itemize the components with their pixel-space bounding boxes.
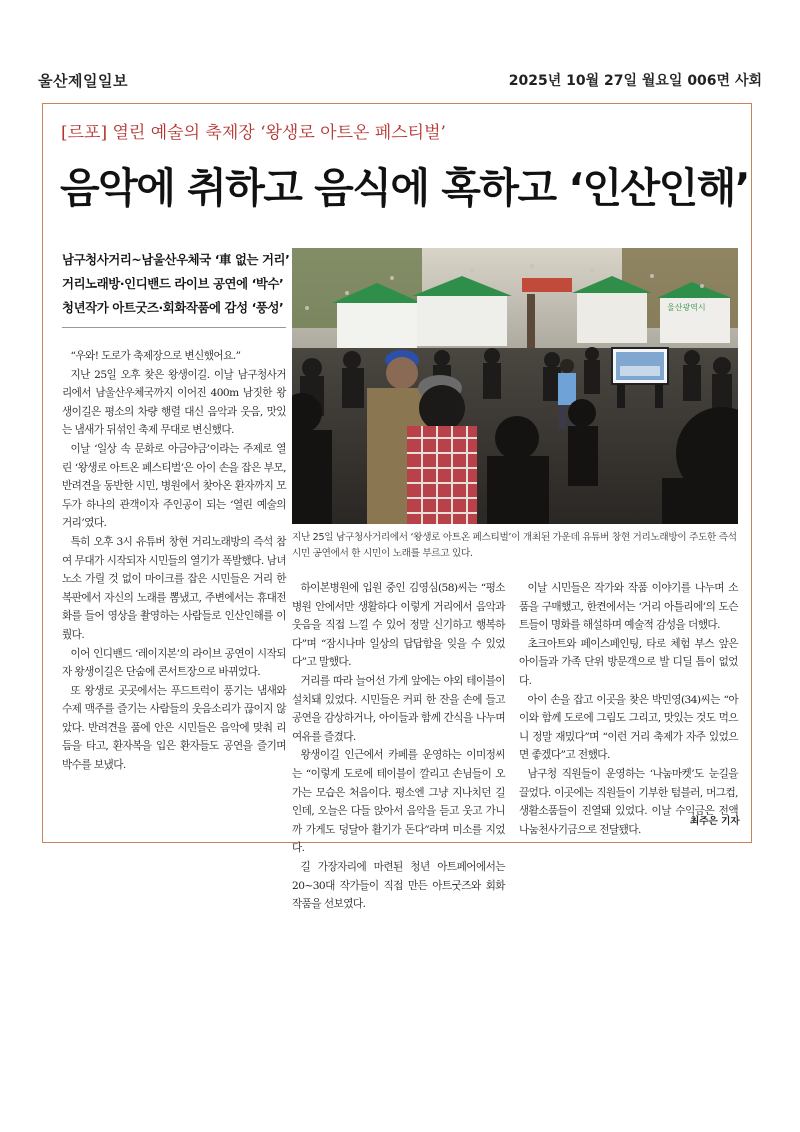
photo-illustration xyxy=(292,248,738,524)
article-column-1 xyxy=(62,347,286,775)
body-paragraph: 하이본병원에 입원 중인 김영심(58)씨는 “평소 병원 안에서만 생활하다 이렇게 거리에서 음악과 웃음을 직접 느낄 수 있어 정말 신기하고 행복하다”며 “잠시나마 일상의 답답함을 잊을 수 있었다”고 말했다. xyxy=(292,582,505,669)
reporter-byline: 최주은 기자 xyxy=(690,816,740,827)
article-headline: 음악에 취하고 음식에 혹하고 ‘인산인해’ xyxy=(60,164,749,212)
photo-caption: 지난 25일 남구청사거리에서 ‘왕생로 아트온 페스티벌’이 개최된 가운데 유튜버 창현 거리노래방이 주도한 즉석 시민 공연에서 한 시민이 노래를 부르고 있다. xyxy=(292,532,737,559)
body-paragraph: 특히 오후 3시 유튜버 창현 거리노래방의 즉석 참여 무대가 시작되자 시민들의 열기가 폭발했다. 남녀노소 가릴 것 없이 마이크를 잡은 시민들은 거리 한복판에서 자신의 노래를 뽐냈고, 주변에서는 휴대전화를 들어 영상을 촬영하는 사람들로 인산인해를 이뤘다. xyxy=(62,535,286,641)
photo-banner-text: 울산광역시 xyxy=(667,303,706,312)
subhead-divider xyxy=(62,327,286,328)
body-paragraph: 남구청 직원들이 운영하는 ‘나눔마켓’도 눈길을 끌었다. 이곳에는 직원들이 기부한 텀블러, 머그컵, 생활소품들이 진열돼 있었다. 이날 수익금은 전액 나눔천사기금으로 전달됐다. xyxy=(519,767,738,836)
issue-dateline: 2025년 10월 27일 월요일 006면 사회 xyxy=(508,73,762,89)
article-kicker: [르포] 열린 예술의 축제장 ‘왕생로 아트온 페스티벌’ xyxy=(61,123,446,143)
subhead-3: 청년작가 아트굿즈·회화작품에 감성 ‘풍성’ xyxy=(62,300,284,315)
body-paragraph: 이날 시민들은 작가와 작품 이야기를 나누며 소품을 구매했고, 한켠에서는 ‘거리 아틀리에’의 도슨트들이 명화를 해설하며 예술적 감성을 더했다. xyxy=(519,582,738,632)
body-paragraph: 거리를 따라 늘어선 가게 앞에는 야외 테이블이 설치돼 있었다. 시민들은 커피 한 잔을 손에 들고 공연을 감상하거나, 아이들과 함께 간식을 나누며 여유를 즐겼다. xyxy=(292,674,505,743)
article-column-3 xyxy=(519,579,738,839)
body-paragraph: 초크아트와 페이스페인팅, 타로 체험 부스 앞은 아이들과 가족 단위 방문객으로 발 디딜 틈이 없었다. xyxy=(519,637,738,687)
article-subheads xyxy=(62,248,292,320)
body-paragraph: 왕생이길 인근에서 카페를 운영하는 이미정씨는 “이렇게 도로에 테이블이 깔리고 손님들이 오가는 모습은 처음이다. 평소엔 그냥 지나치던 길인데, 오늘은 다들 앉아서 음악을 듣고 웃고 가니까 가게도 덩달아 활기가 돈다”라며 미소를 지었다. xyxy=(292,749,505,855)
body-paragraph: 지난 25일 오후 찾은 왕생이길. 이날 남구청사거리에서 남울산우체국까지 이어진 400m 남짓한 왕생이길은 평소의 차량 행렬 대신 음악과 웃음, 맛있는 냄새가 뒤섞인 축제 무대로 변신했다. xyxy=(62,368,286,437)
subhead-1: 남구청사거리~남울산우체국 ‘車 없는 거리’ xyxy=(62,252,290,267)
festival-photo xyxy=(292,248,738,524)
body-paragraph: 길 가장자리에 마련된 청년 아트페어에서는 20~30대 작가들이 직접 만든 아트굿즈와 회화 작품을 선보였다. xyxy=(292,860,505,911)
body-paragraph: 이어 인디밴드 ‘레이지본’의 라이브 공연이 시작되자 왕생이길은 단숨에 콘서트장으로 바뀌었다. xyxy=(62,647,286,679)
newspaper-masthead: 울산제일일보 xyxy=(38,72,128,90)
subhead-2: 거리노래방·인디밴드 라이브 공연에 ‘박수’ xyxy=(62,276,284,291)
body-paragraph: 이날 ‘일상 속 문화로 아금야금’이라는 주제로 열린 ‘왕생로 아트온 페스티벌’은 아이 손을 잡은 부모, 반려견을 동반한 시민, 병원에서 찾아온 환자까지 모두가 하나의 관객이자 주인공이 되는 ‘열린 예술의 거리’였다. xyxy=(62,442,286,530)
body-paragraph: 아이 손을 잡고 이곳을 찾은 박민영(34)씨는 “아이와 함께 도로에 그림도 그리고, 맛있는 것도 먹으니 정말 재밌다”며 “이런 거리 축제가 자주 있었으면 좋겠다”고 전했다. xyxy=(519,693,738,762)
body-paragraph: “우와! 도로가 축제장으로 변신했어요.” xyxy=(70,350,241,362)
article-column-2 xyxy=(292,579,505,914)
body-paragraph: 또 왕생로 곳곳에서는 푸드트럭이 풍기는 냄새와 수제 맥주를 즐기는 사람들의 웃음소리가 끊이지 않았다. 반려견을 품에 안은 시민들은 음악에 맞춰 리듬을 타고, 환자복을 입은 환자들도 공연을 즐기며 박수를 보냈다. xyxy=(62,684,286,772)
